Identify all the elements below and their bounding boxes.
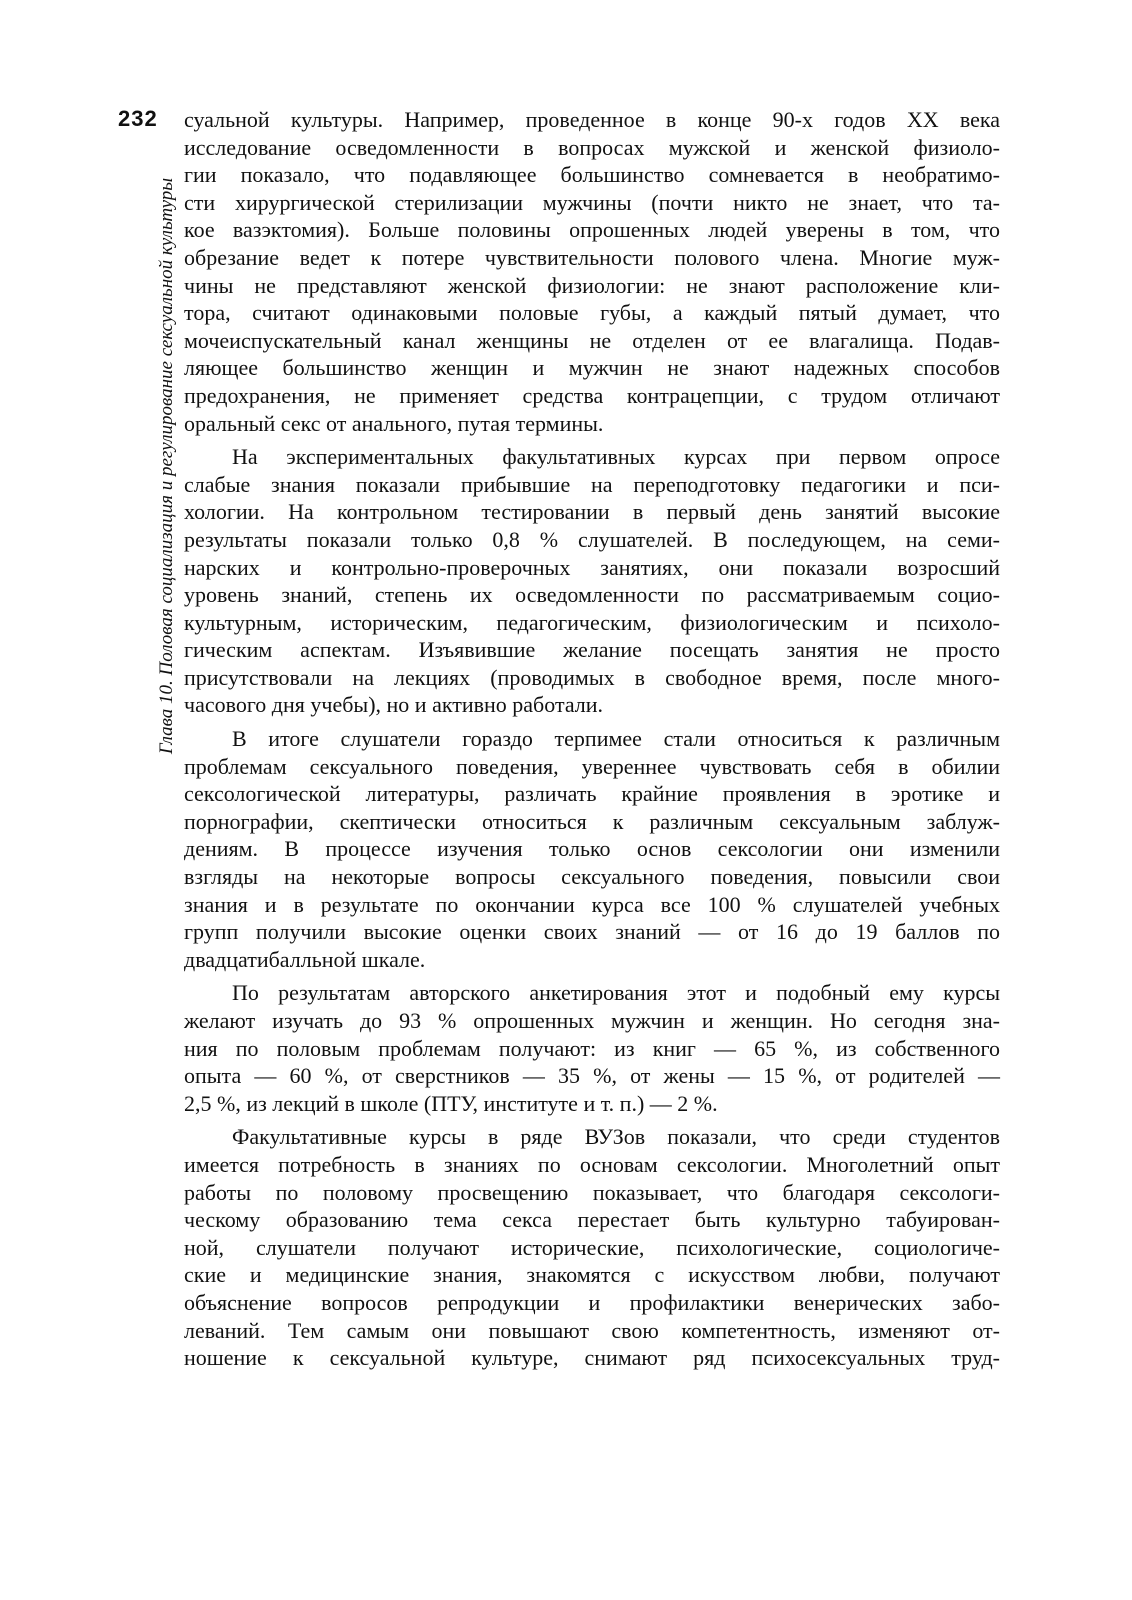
text-line: результаты показали только 0,8 % слушателей. В последующем, на семи-: [184, 526, 1000, 552]
text-line: По результатам авторского анкетирования этот и подобный ему курсы: [232, 980, 1000, 1006]
paragraph: [184, 725, 1000, 973]
paragraph: [184, 443, 1000, 719]
text-line: Факультативные курсы в ряде ВУЗов показали, что среди студентов: [232, 1124, 1000, 1150]
text-line: В итоге слушатели гораздо терпимее стали относиться к различным: [232, 726, 1000, 752]
text-line: оральный секс от анального, путая термины.: [184, 410, 604, 436]
text-line: ношение к сексуальной культуре, снимают ряд психосексуальных труд-: [184, 1345, 1000, 1371]
text-line: ния по половым проблемам получают: из книг — 65 %, из собственного: [184, 1035, 1000, 1061]
text-line: ляющее большинство женщин и мужчин не знают надежных способов: [184, 355, 1000, 381]
text-line: двадцатибалльной шкале.: [184, 946, 426, 972]
text-line: чины не представляют женской физиологии: не знают расположение кли-: [184, 272, 1000, 298]
text-line: проблемам сексуального поведения, увереннее чувствовать себя в обилии: [184, 753, 1000, 779]
text-line: предохранения, не применяет средства контрацепции, с трудом отличают: [184, 382, 1000, 408]
text-line: слабые знания показали прибывшие на переподготовку педагогики и пси-: [184, 471, 1000, 497]
text-line: тора, считают одинаковыми половые губы, а каждый пятый думает, что: [184, 300, 1000, 326]
text-line: хологии. На контрольном тестировании в первый день занятий высокие: [184, 499, 1000, 525]
text-line: присутствовали на лекциях (проводимых в свободное время, после много-: [184, 664, 1000, 690]
text-line: ские и медицинские знания, знакомятся с искусством любви, получают: [184, 1262, 1000, 1288]
text-line: взгляды на некоторые вопросы сексуального поведения, повысили свои: [184, 864, 1000, 890]
text-line: нарских и контрольно-проверочных занятиях, они показали возросший: [184, 554, 1000, 580]
text-line: кое вазэктомия). Больше половины опрошенных людей уверены в том, что: [184, 217, 1000, 243]
text-line: мочеиспускательный канал женщины не отделен от ее влагалища. Подав-: [184, 327, 1000, 353]
paragraph: [184, 1123, 1000, 1371]
paragraph: [184, 106, 1000, 437]
text-line: суальной культуры. Например, проведенное в конце 90-х годов XX века: [184, 107, 1000, 132]
text-line: дениям. В процессе изучения только основ сексологии они изменили: [184, 836, 1000, 862]
text-line: ной, слушатели получают исторические, психологические, социологиче-: [184, 1234, 1000, 1260]
text-line: уровень знаний, степень их осведомленности по рассматриваемым социо-: [184, 582, 1000, 608]
text-line: порнографии, скептически относиться к различным сексуальным заблуж-: [184, 808, 1000, 834]
text-line: опыта — 60 %, от сверстников — 35 %, от жены — 15 %, от родителей —: [184, 1063, 1000, 1089]
text-line: гическим аспектам. Изъявившие желание посещать занятия не просто: [184, 637, 1000, 663]
text-line: гии показало, что подавляющее большинство сомневается в необратимо-: [184, 162, 1000, 188]
text-line: объяснение вопросов репродукции и профилактики венерических забо-: [184, 1289, 1000, 1315]
text-line: 2,5 %, из лекций в школе (ПТУ, институте и т. п.) — 2 %.: [184, 1090, 718, 1116]
text-line: сти хирургической стерилизации мужчины (почти никто не знает, что та-: [184, 189, 1000, 215]
text-line: ческому образованию тема секса перестает быть культурно табуирован-: [184, 1207, 1000, 1233]
running-head: Глава 10. Половая социализация и регулирование сексуальной культуры: [156, 177, 177, 755]
text-line: леваний. Тем самым они повышают свою компетентность, изменяют от-: [184, 1317, 1000, 1343]
text-line: часового дня учебы), но и активно работали.: [184, 692, 604, 718]
text-line: знания и в результате по окончании курса все 100 % слушателей учебных: [184, 891, 1000, 917]
text-line: работы по половому просвещению показывает, что благодаря сексологи-: [184, 1179, 1000, 1205]
text-line: групп получили высокие оценки своих знаний — от 16 до 19 баллов по: [184, 919, 1000, 945]
page-number: 232: [118, 106, 158, 131]
text-line: желают изучать до 93 % опрошенных мужчин и женщин. Но сегодня зна-: [184, 1008, 1000, 1033]
text-line: На экспериментальных факультативных курсах при первом опросе: [232, 444, 1000, 470]
paragraph: [184, 979, 1000, 1117]
text-line: исследование осведомленности в вопросах мужской и женской физиоло-: [184, 134, 1000, 160]
text-line: обрезание ведет к потере чувствительности полового члена. Многие муж-: [184, 244, 1000, 270]
text-line: сексологической литературы, различать крайние проявления в эротике и: [184, 781, 1000, 807]
text-line: имеется потребность в знаниях по основам сексологии. Многолетний опыт: [184, 1151, 1000, 1177]
body-text: [184, 106, 1000, 1378]
text-line: культурным, историческим, педагогическим, физиологическим и психоло-: [184, 609, 1000, 635]
